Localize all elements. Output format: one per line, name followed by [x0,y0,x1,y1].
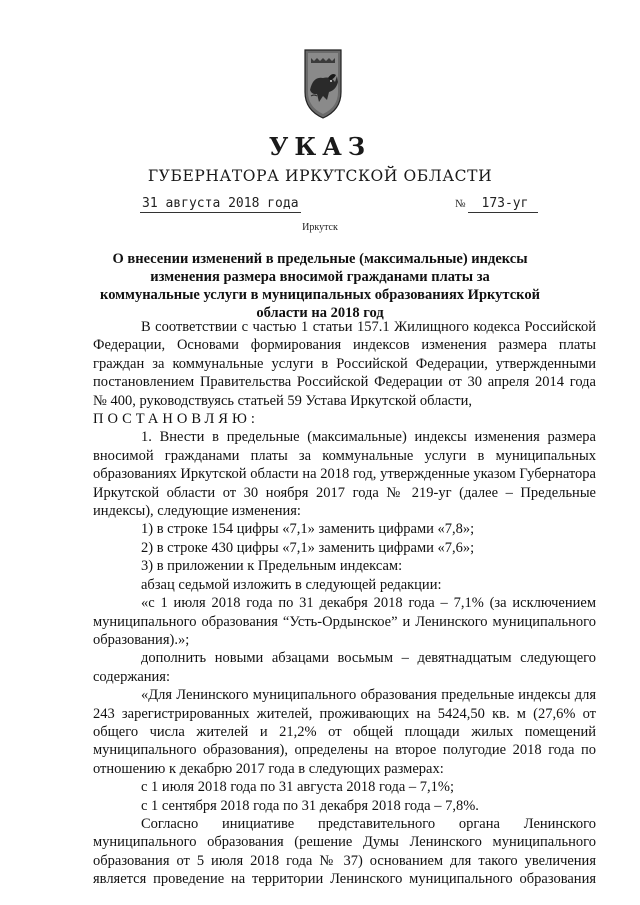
paragraph-abzac-7: абзац седьмой изложить в следующей редакции: [141,576,442,593]
paragraph-period-2: с 1 сентября 2018 года по 31 декабря 2018 года – 7,8%. [141,797,479,814]
document-date [140,196,301,211]
coat-of-arms-emblem-icon [301,46,345,122]
number-sign: № [455,198,466,210]
paragraph-postanovlyayu: ПОСТАНОВЛЯЮ: [93,411,259,428]
paragraph-subitem-2: 2) в строке 430 цифры «7,1» заменить цифрами «7,6»; [141,539,475,556]
paragraph-subitem-1: 1) в строке 154 цифры «7,1» заменить цифрами «7,8»; [141,521,475,538]
paragraph-addition: дополнить новыми абзацами восьмым – девятнадцатым следующего содержания: [93,650,596,685]
number-value: 173-уг [468,196,539,213]
date-value: 31 августа 2018 года [142,196,299,211]
document-number [455,196,538,211]
paragraph-subitem-3: 3) в приложении к Предельным индексам: [141,558,403,575]
document-heading: О внесении изменений в предельные (максимальные) индексы изменения размера вносимой гражданами платы за коммунальные услуги в муниципальных образованиях Иркутской области на 2018 год [100,251,540,321]
document-city: Иркутск [302,222,338,233]
paragraph-preamble: В соответствии с частью 1 статьи 157.1 Жилищного кодекса Российской Федерации, Основами формирования индексов изменения размера платы граждан за коммунальные услуги в Российской Федерации, утвержденными постановлением Правительства Российской Федерации от 30 апреля 2014 года № 400, руководствуясь статьей 59 Устава Иркутской области, [93,319,596,409]
paragraph-quote-1: «с 1 июля 2018 года по 31 декабря 2018 года – 7,1% (за исключением муниципального образования “Усть-Ордынское” и Ленинского муниципального образования).»; [93,595,596,648]
document-subtitle: ГУБЕРНАТОРА ИРКУТСКОЙ ОБЛАСТИ [147,167,493,185]
document-body [93,318,596,889]
paragraph-period-1: с 1 июля 2018 года по 31 августа 2018 года – 7,1%; [141,779,455,796]
document-title: УКАЗ [268,132,372,161]
paragraph-leninsky: «Для Ленинского муниципального образования предельные индексы для 243 зарегистрированных жителей, проживающих на 5424,50 кв. м (27,6% от общего числа жителей и 21,2% от общей площади жилых помещений муниципального образования), определены на второе полугодие 2018 года по отношению к декабрю 2017 года в следующих размерах: [93,687,596,777]
paragraph-item-1: 1. Внести в предельные (максимальные) индексы изменения размера вносимой гражданами платы за коммунальные услуги в муниципальных образованиях Иркутской области на 2018 год, утвержденные указом Губернатора Иркутской области от 30 ноября 2017 года № 219-уг (далее – Предельные индексы), следующие изменения: [93,429,596,520]
paragraph-initiative: Согласно инициативе представительного органа Ленинского муниципального образования (решение Думы Ленинского муниципального образования от 5 июля 2018 года № 37) основанием для такого увеличения является проведение на территории Ленинского муниципального образования [93,815,596,888]
